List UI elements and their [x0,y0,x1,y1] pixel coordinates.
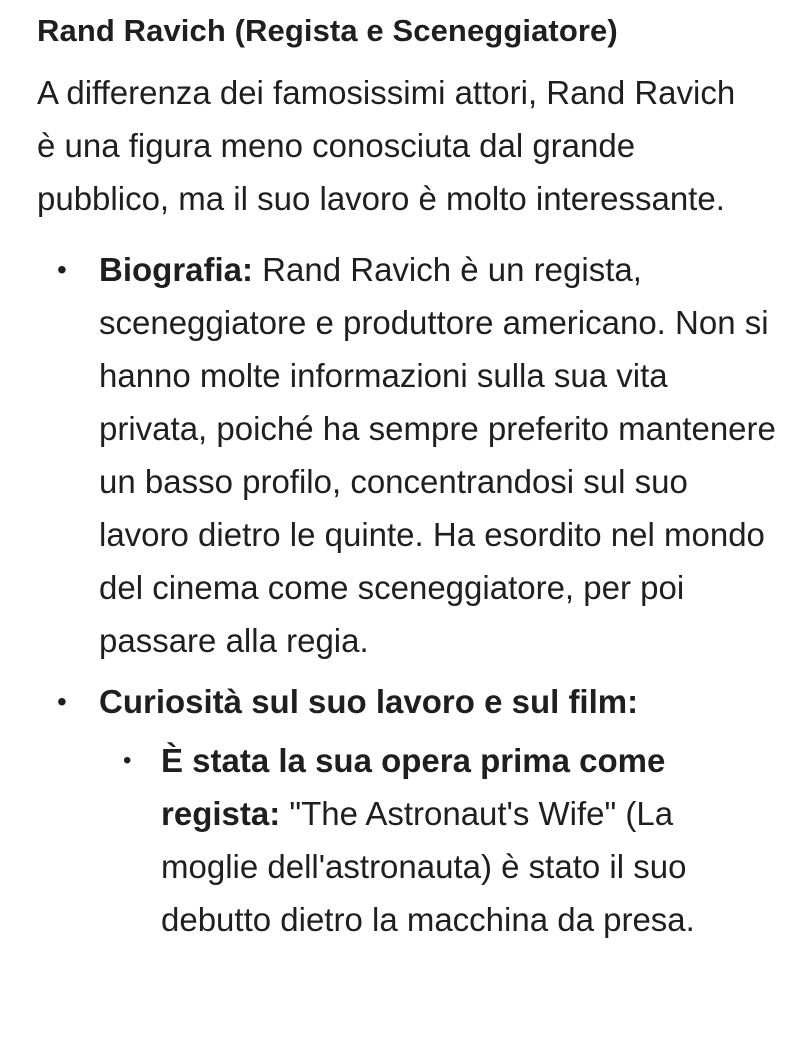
sub-list-item-label: È stata la sua opera prima come regista: [161,742,666,832]
sub-list-item-text: "The Astronaut's Wife" (La moglie dell'astronauta) è stato il suo debutto dietro la macchina da presa. [161,795,695,938]
bullet-icon: • [123,747,132,774]
list-item-curiosita [37,675,777,946]
bullet-icon: • [57,254,67,285]
bullet-list [37,243,777,946]
sub-list-item [99,734,777,946]
intro-paragraph: A differenza dei famosissimi attori, Rand Ravich è una figura meno conosciuta dal grande pubblico, ma il suo lavoro è molto interessante. [37,74,736,217]
bullet-icon: • [57,686,67,717]
list-item-label: Biografia: [99,251,254,288]
sub-bullet-list [99,734,777,946]
list-item-label: Curiosità sul suo lavoro e sul film: [99,683,639,720]
answer-content [37,8,777,954]
section-heading: Rand Ravich (Regista e Sceneggiatore) [37,13,618,48]
list-item-text: Rand Ravich è un regista, sceneggiatore e produttore americano. Non si hanno molte informazioni sulla sua vita privata, poiché ha sempre preferito mantenere un basso profilo, concentrandosi sul suo lavoro dietro le quinte. Ha esordito nel mondo del cinema come sceneggiatore, per poi passare alla regia. [99,251,776,659]
list-item-biografia [37,243,777,667]
